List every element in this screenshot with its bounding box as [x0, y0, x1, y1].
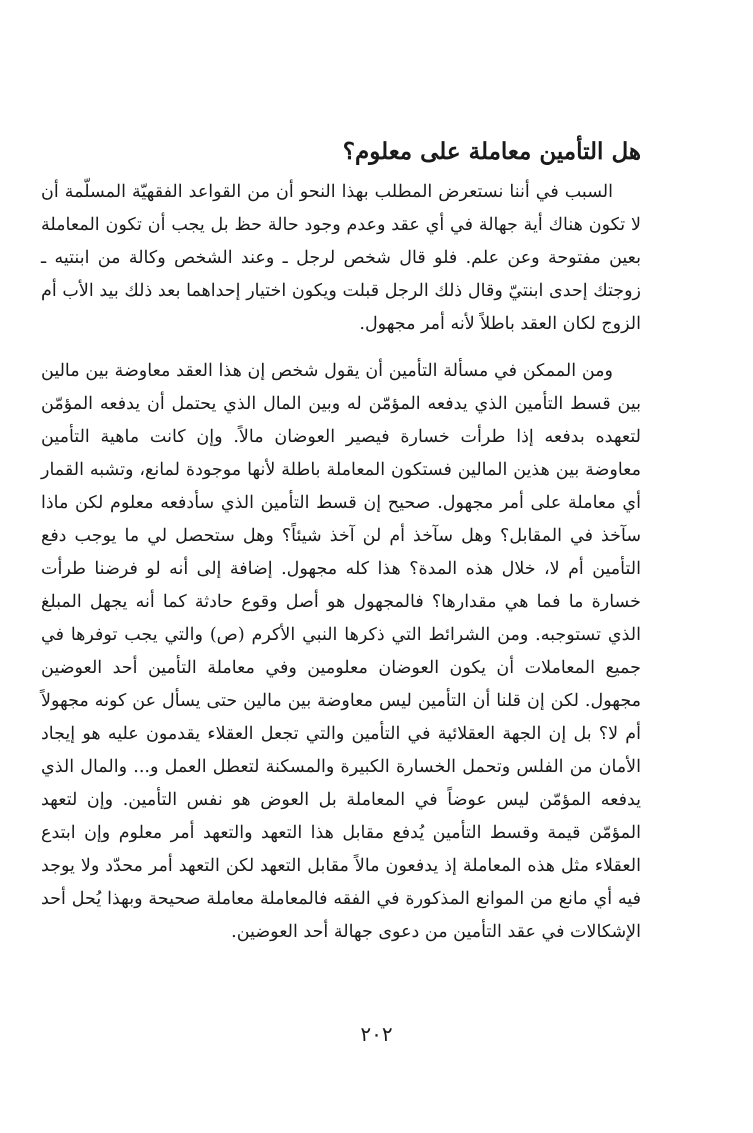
paragraph-2: ومن الممكن في مسألة التأمين أن يقول شخص إن هذا العقد معاوضة بين مالين بين قسط التأمين الذي يدفعه المؤمّن له وبين المال الذي يحتمل أن يدفعه المؤمّن لتعهده بدفعه إذا طرأت خسارة فيصير العوضان مالاً. وإن كانت ماهية التأمين معاوضة بين هذين المالين فستكون المعاملة باطلة لأنها موجودة لمانع، وتشبه القمار أي معاملة على أمر مجهول. صحيح إن قسط التأمين الذي سأدفعه معلوم لكن ماذا سآخذ في المقابل؟ وهل سآخذ أم لن آخذ شيئاً؟ وهل ستحصل لي ما يوجب دفع التأمين أم لا، خلال هذه المدة؟ هذا كله مجهول. إضافة إلى أنه لو فرضنا طرأت خسارة ما فما هي مقدارها؟ فالمجهول هو أصل وقوع حادثة كما أنه يجهل المبلغ الذي تستوجبه. ومن الشرائط التي ذكرها النبي الأكرم (ص) والتي يجب توفرها في جميع المعاملات أن يكون العوضان معلومين وفي معاملة التأمين أحد العوضين مجهول. لكن إن قلنا أن التأمين ليس معاوضة بين مالين حتى يسأل عن كونه مجهولاً أم لا؟ بل إن الجهة العقلائية في التأمين والتي تجعل العقلاء يقدمون عليه هو إيجاد الأمان من الفلس وتحمل الخسارة الكبيرة والمسكنة لتعطل العمل و... والمال الذي يدفعه المؤمّن ليس عوضاً في المعاملة بل العوض هو نفس التأمين. وإن لتعهد المؤمّن قيمة وقسط التأمين يُدفع مقابل هذا التعهد والتعهد أمر معلوم وإن ابتدع العقلاء مثل هذه المعاملة إذ يدفعون مالاً مقابل التعهد لكن التعهد أمر محدّد ولا يوجد فيه أي مانع من الموانع المذكورة في الفقه فالمعاملة معاملة صحيحة وبهذا يُحل أحد الإشكالات في عقد التأمين من دعوى جهالة أحد العوضين.	[41, 361, 641, 942]
paragraph-gap	[41, 341, 641, 355]
section-heading: هل التأمين معاملة على معلوم؟	[342, 138, 641, 165]
page-number: ٢٠٢	[360, 1022, 393, 1046]
body-text	[41, 176, 641, 949]
paragraph-1: السبب في أننا نستعرض المطلب بهذا النحو أن من القواعد الفقهيّة المسلّمة أن لا تكون هناك أية جهالة في أي عقد وعدم وجود حالة حظ بل يجب أن تكون المعاملة بعين مفتوحة وعن علم. فلو قال شخص لرجل ـ وعند الشخص وكالة من ابنتيه ـ زوجتك إحدى ابنتيّ وقال ذلك الرجل قبلت ويكون اختيار إحداهما بعد ذلك بيد الأب أم الزوج لكان العقد باطلاً لأنه أمر مجهول.	[41, 182, 641, 334]
